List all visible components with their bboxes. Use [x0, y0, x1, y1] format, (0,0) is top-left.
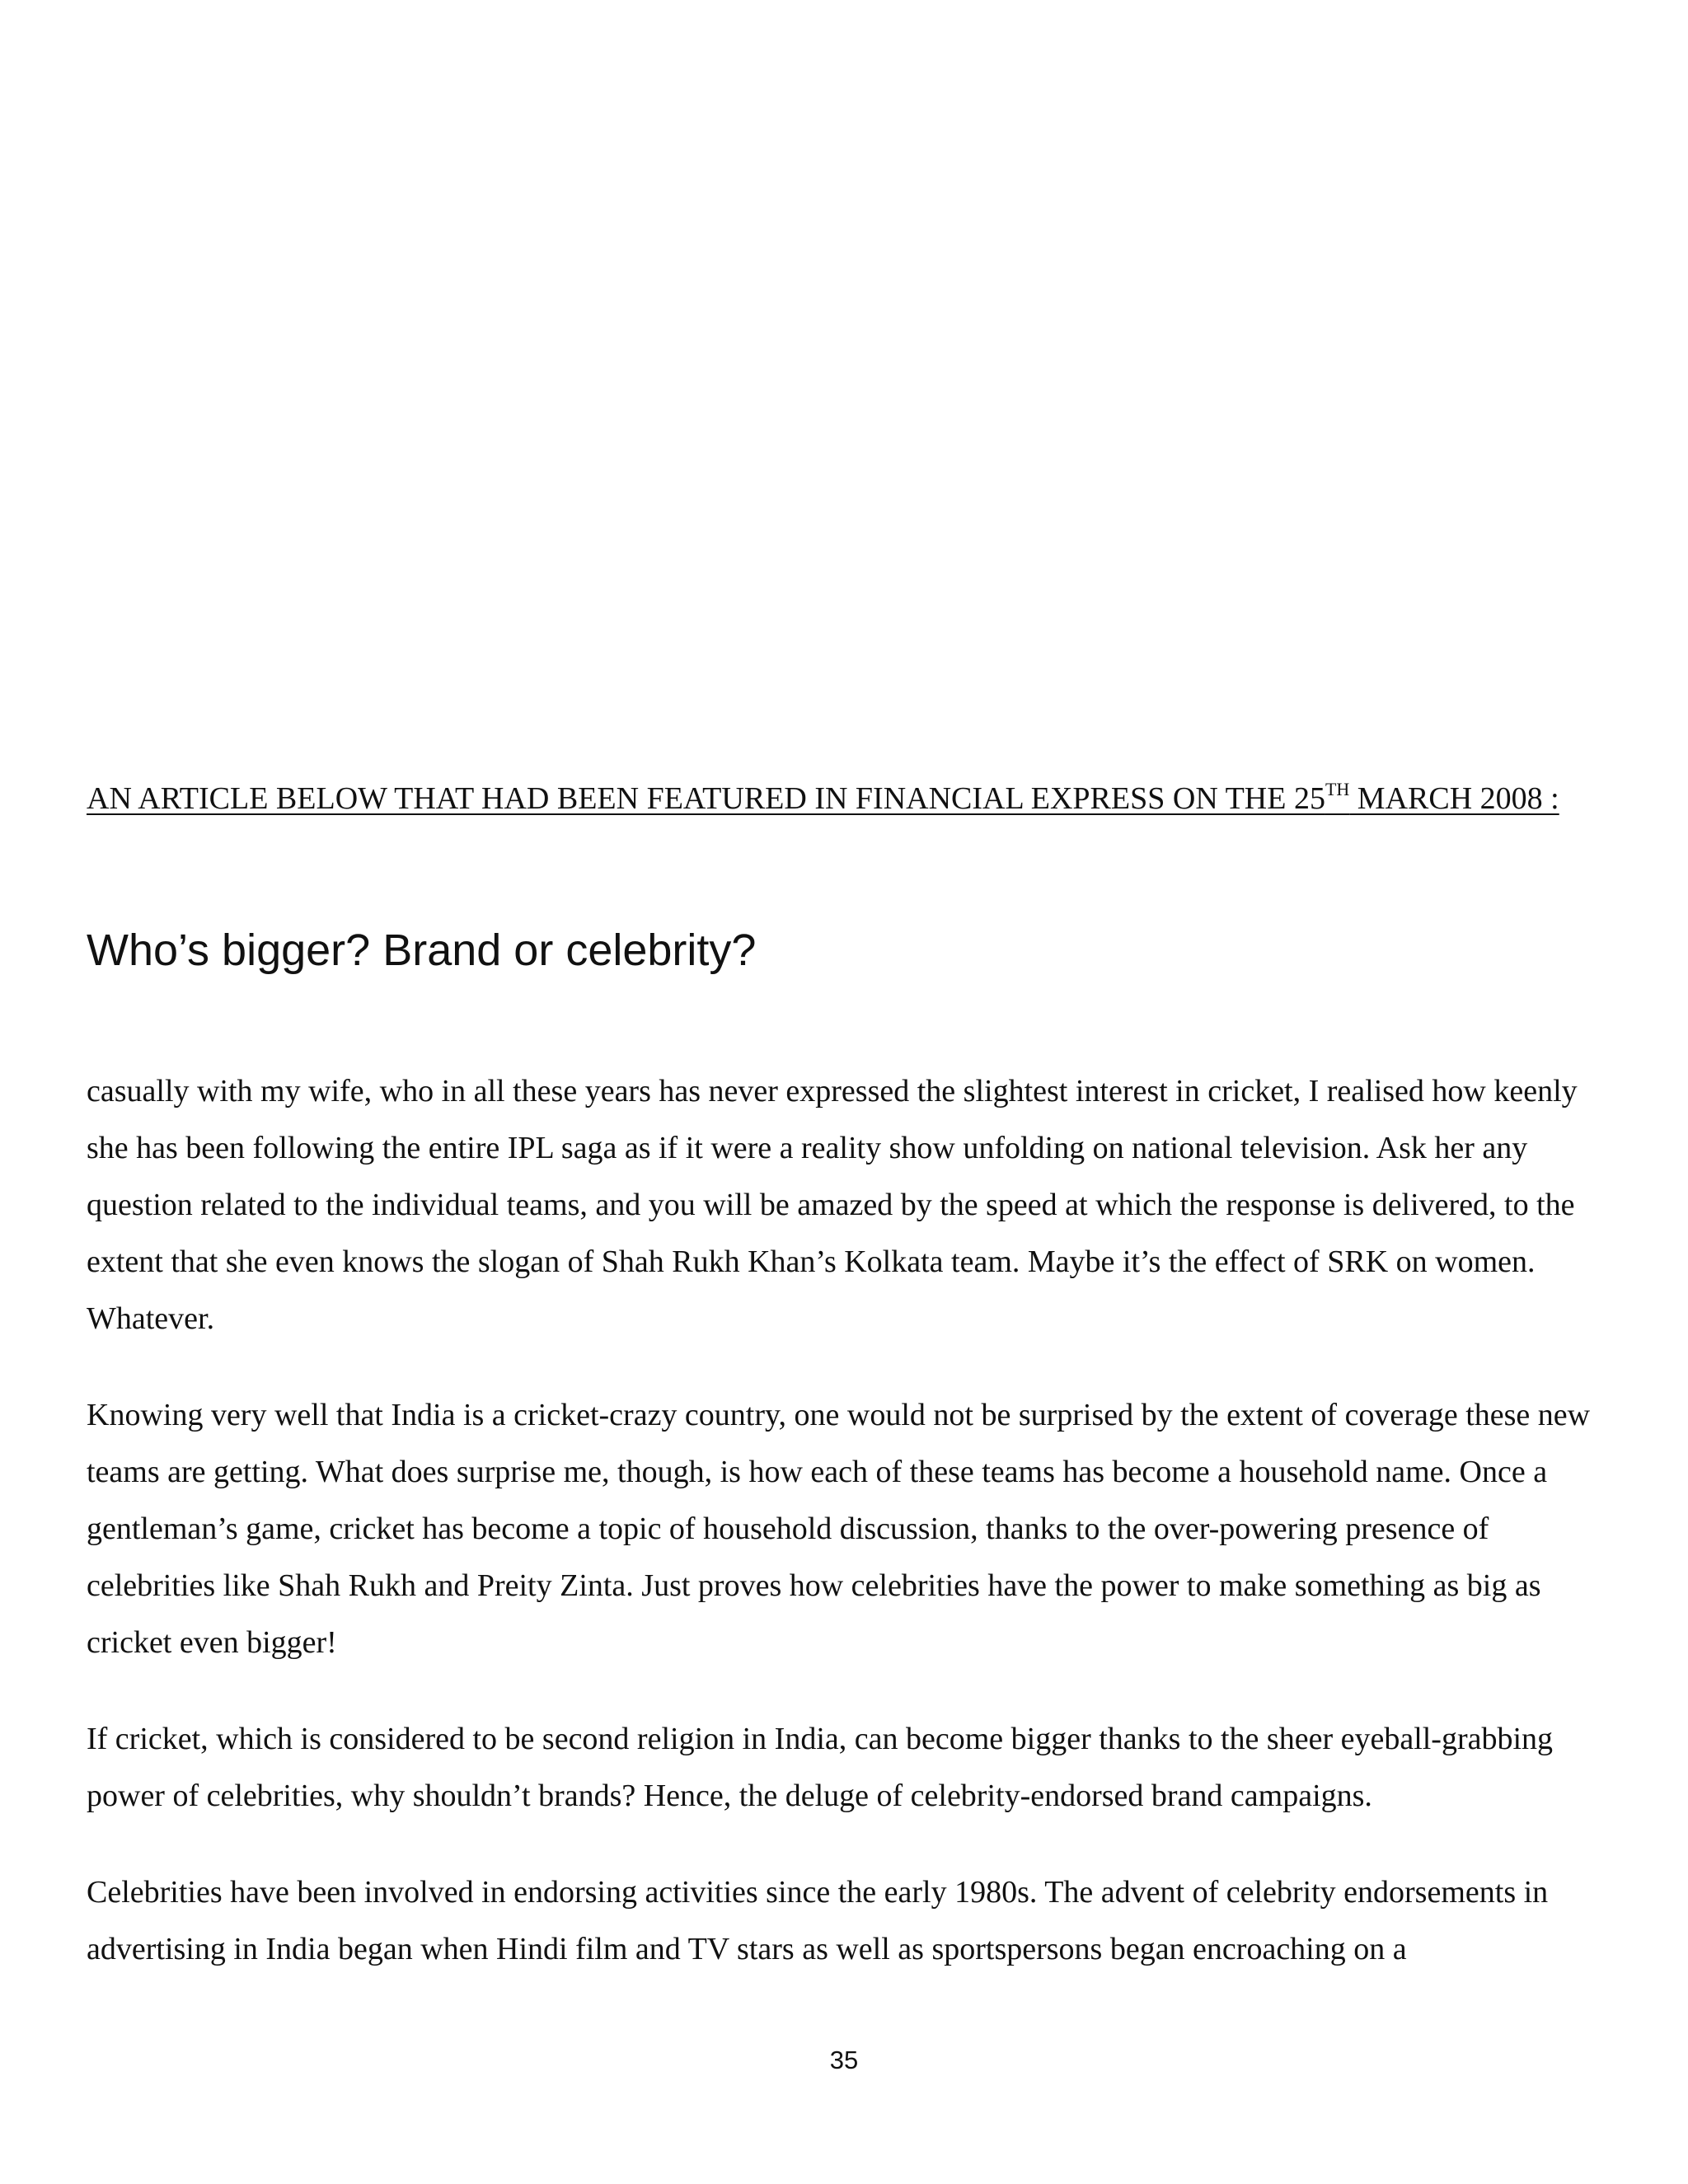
intro-text: AN ARTICLE BELOW THAT HAD BEEN FEATURED IN FINANCIAL EXPRESS ON THE 25: [87, 781, 1325, 816]
paragraph: If cricket, which is considered to be second religion in India, can become bigger thanks to the sheer eyeball-grabbing power of celebrities, why shouldn’t brands? Hence, the deluge of celebrity-endorsed brand campaigns.: [87, 1722, 1554, 1813]
article-body: [87, 1063, 1620, 2018]
intro-text-end: MARCH 2008 :: [1349, 781, 1559, 816]
paragraph: casually with my wife, who in all these years has never expressed the slightest interest in cricket, I realised how keenly she has been following the entire IPL saga as if it were a reality show unfolding on national television. Ask her any question related to the individual teams, and you will be amazed by the speed at which the response is delivered, to the extent that she even knows the slogan of Shah Rukh Khan’s Kolkata team. Maybe it’s the effect of SRK on women. Whatever.: [87, 1074, 1578, 1336]
article-headline: Who’s bigger? Brand or celebrity?: [87, 926, 757, 975]
paragraph: Celebrities have been involved in endorsing activities since the early 1980s. The advent of celebrity endorsements in advertising in India began when Hindi film and TV stars as well as sportspersons began encroaching on a: [87, 1875, 1549, 1966]
paragraph: Knowing very well that India is a cricket-crazy country, one would not be surprised by the extent of coverage these new teams are getting. What does surprise me, though, is how each of these teams has become a household name. Once a gentleman’s game, cricket has become a topic of household discussion, thanks to the over-powering presence of celebrities like Shah Rukh and Preity Zinta. Just proves how celebrities have the power to make something as big as cricket even bigger!: [87, 1398, 1591, 1660]
article-intro-line: [87, 771, 1620, 827]
intro-superscript: TH: [1325, 779, 1350, 799]
page-number: 35: [829, 2046, 859, 2074]
